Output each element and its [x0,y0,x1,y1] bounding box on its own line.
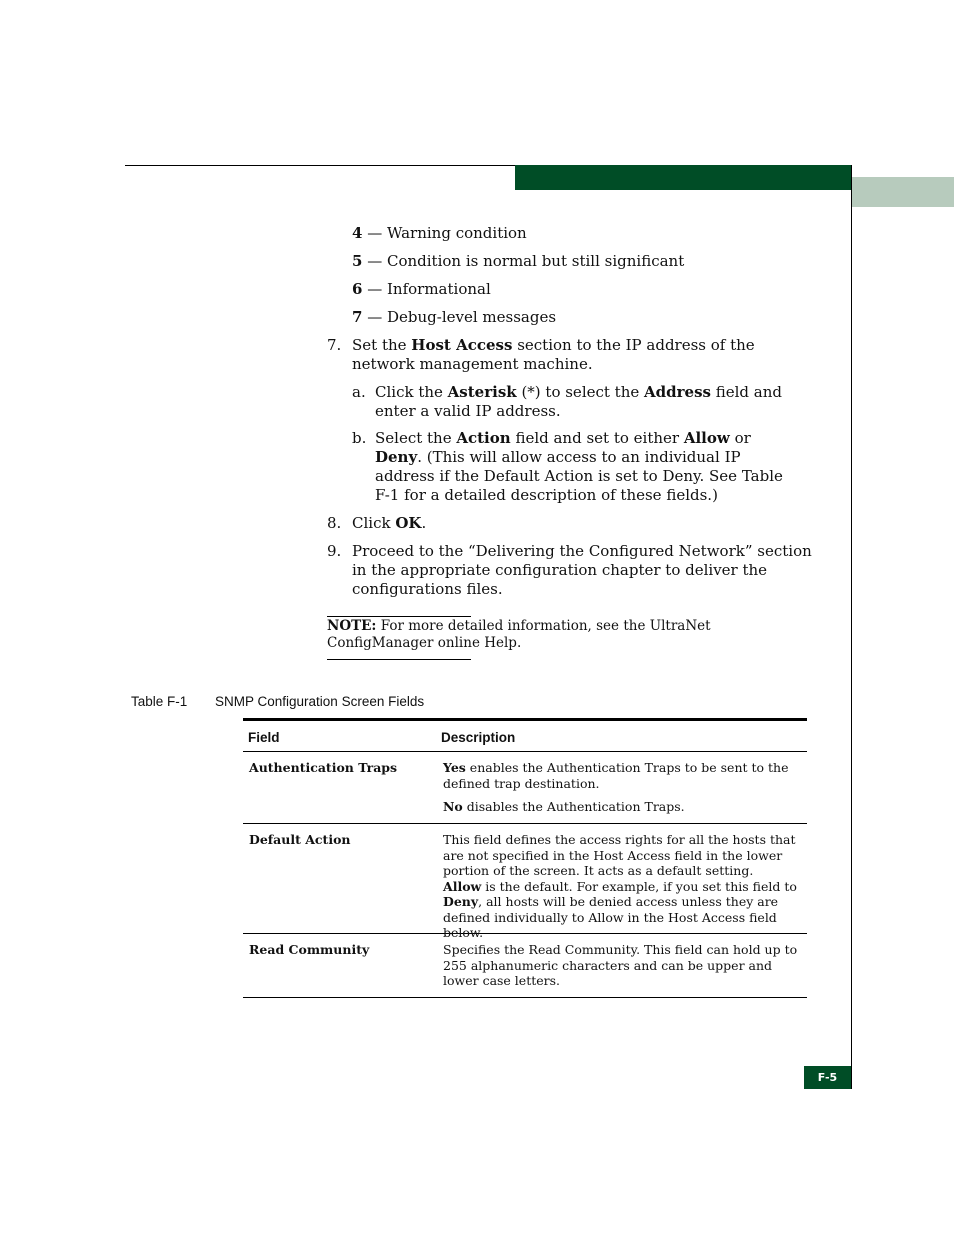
header-rule [125,165,515,166]
step-number: 7. [327,336,342,354]
step-7-text: Set the Host Access section to the IP address of the network management machine. [352,336,755,373]
table-row [243,752,807,824]
chapter-tab [852,177,954,207]
note-rule-top [327,616,471,617]
step-number: 9. [327,542,342,560]
field-description: Specifies the Read Community. This field can hold up to 255 alphanumeric characters and can be upper and lower case letters. [443,942,798,988]
step-number: 8. [327,514,342,532]
substep-letter: b. [352,429,367,447]
col-header-field: Field [248,730,280,745]
field-description: This field defines the access rights for all the hosts that are not specified in the Host Access field in the lower portion of the screen. It acts as a default setting. Allow is the default. For example, if you set this field to Deny, all hosts will be denied access unless they are defined individually to Allow in the Host Access field below. [443,832,797,940]
field-name: Read Community [249,942,370,957]
field-name: Default Action [249,832,351,847]
table-caption [131,694,425,709]
header-bar [515,165,851,190]
step-7b-text: Select the Action field and set to either Allow or Deny. (This will allow access to an individual IP address if the Default Action is set to Deny. See Table F-1 for a detailed description of these fields.) [375,429,783,504]
step-9-text: Proceed to the “Delivering the Configured Network” section in the appropriate configuration chapter to deliver the configurations files. [352,542,812,598]
note-rule-bottom [327,659,471,660]
margin-rule [851,165,852,1089]
field-name: Authentication Traps [249,760,398,775]
substep-letter: a. [352,383,366,401]
step-7a-text: Click the Asterisk (*) to select the Address field and enter a valid IP address. [375,383,783,420]
level-item: 4 — Warning condition [352,224,527,242]
table-caption-title: SNMP Configuration Screen Fields [215,694,425,709]
page-number: F-5 [804,1066,851,1089]
level-item: 7 — Debug-level messages [352,308,557,326]
table-caption-id: Table F-1 [131,694,188,709]
note: NOTE: For more detailed information, see the UltraNet ConfigManager online Help. [327,618,711,651]
col-header-description: Description [441,730,516,745]
fields-table [243,718,807,998]
field-description: Yes enables the Authentication Traps to be sent to the defined trap destination. No disables the Authentication Traps. [443,760,789,814]
table-row [243,824,807,940]
step-8-text: Click OK. [352,514,427,532]
table-header [243,721,807,752]
level-item: 6 — Informational [352,280,491,298]
table-row [243,934,807,998]
level-item: 5 — Condition is normal but still significant [352,252,685,270]
